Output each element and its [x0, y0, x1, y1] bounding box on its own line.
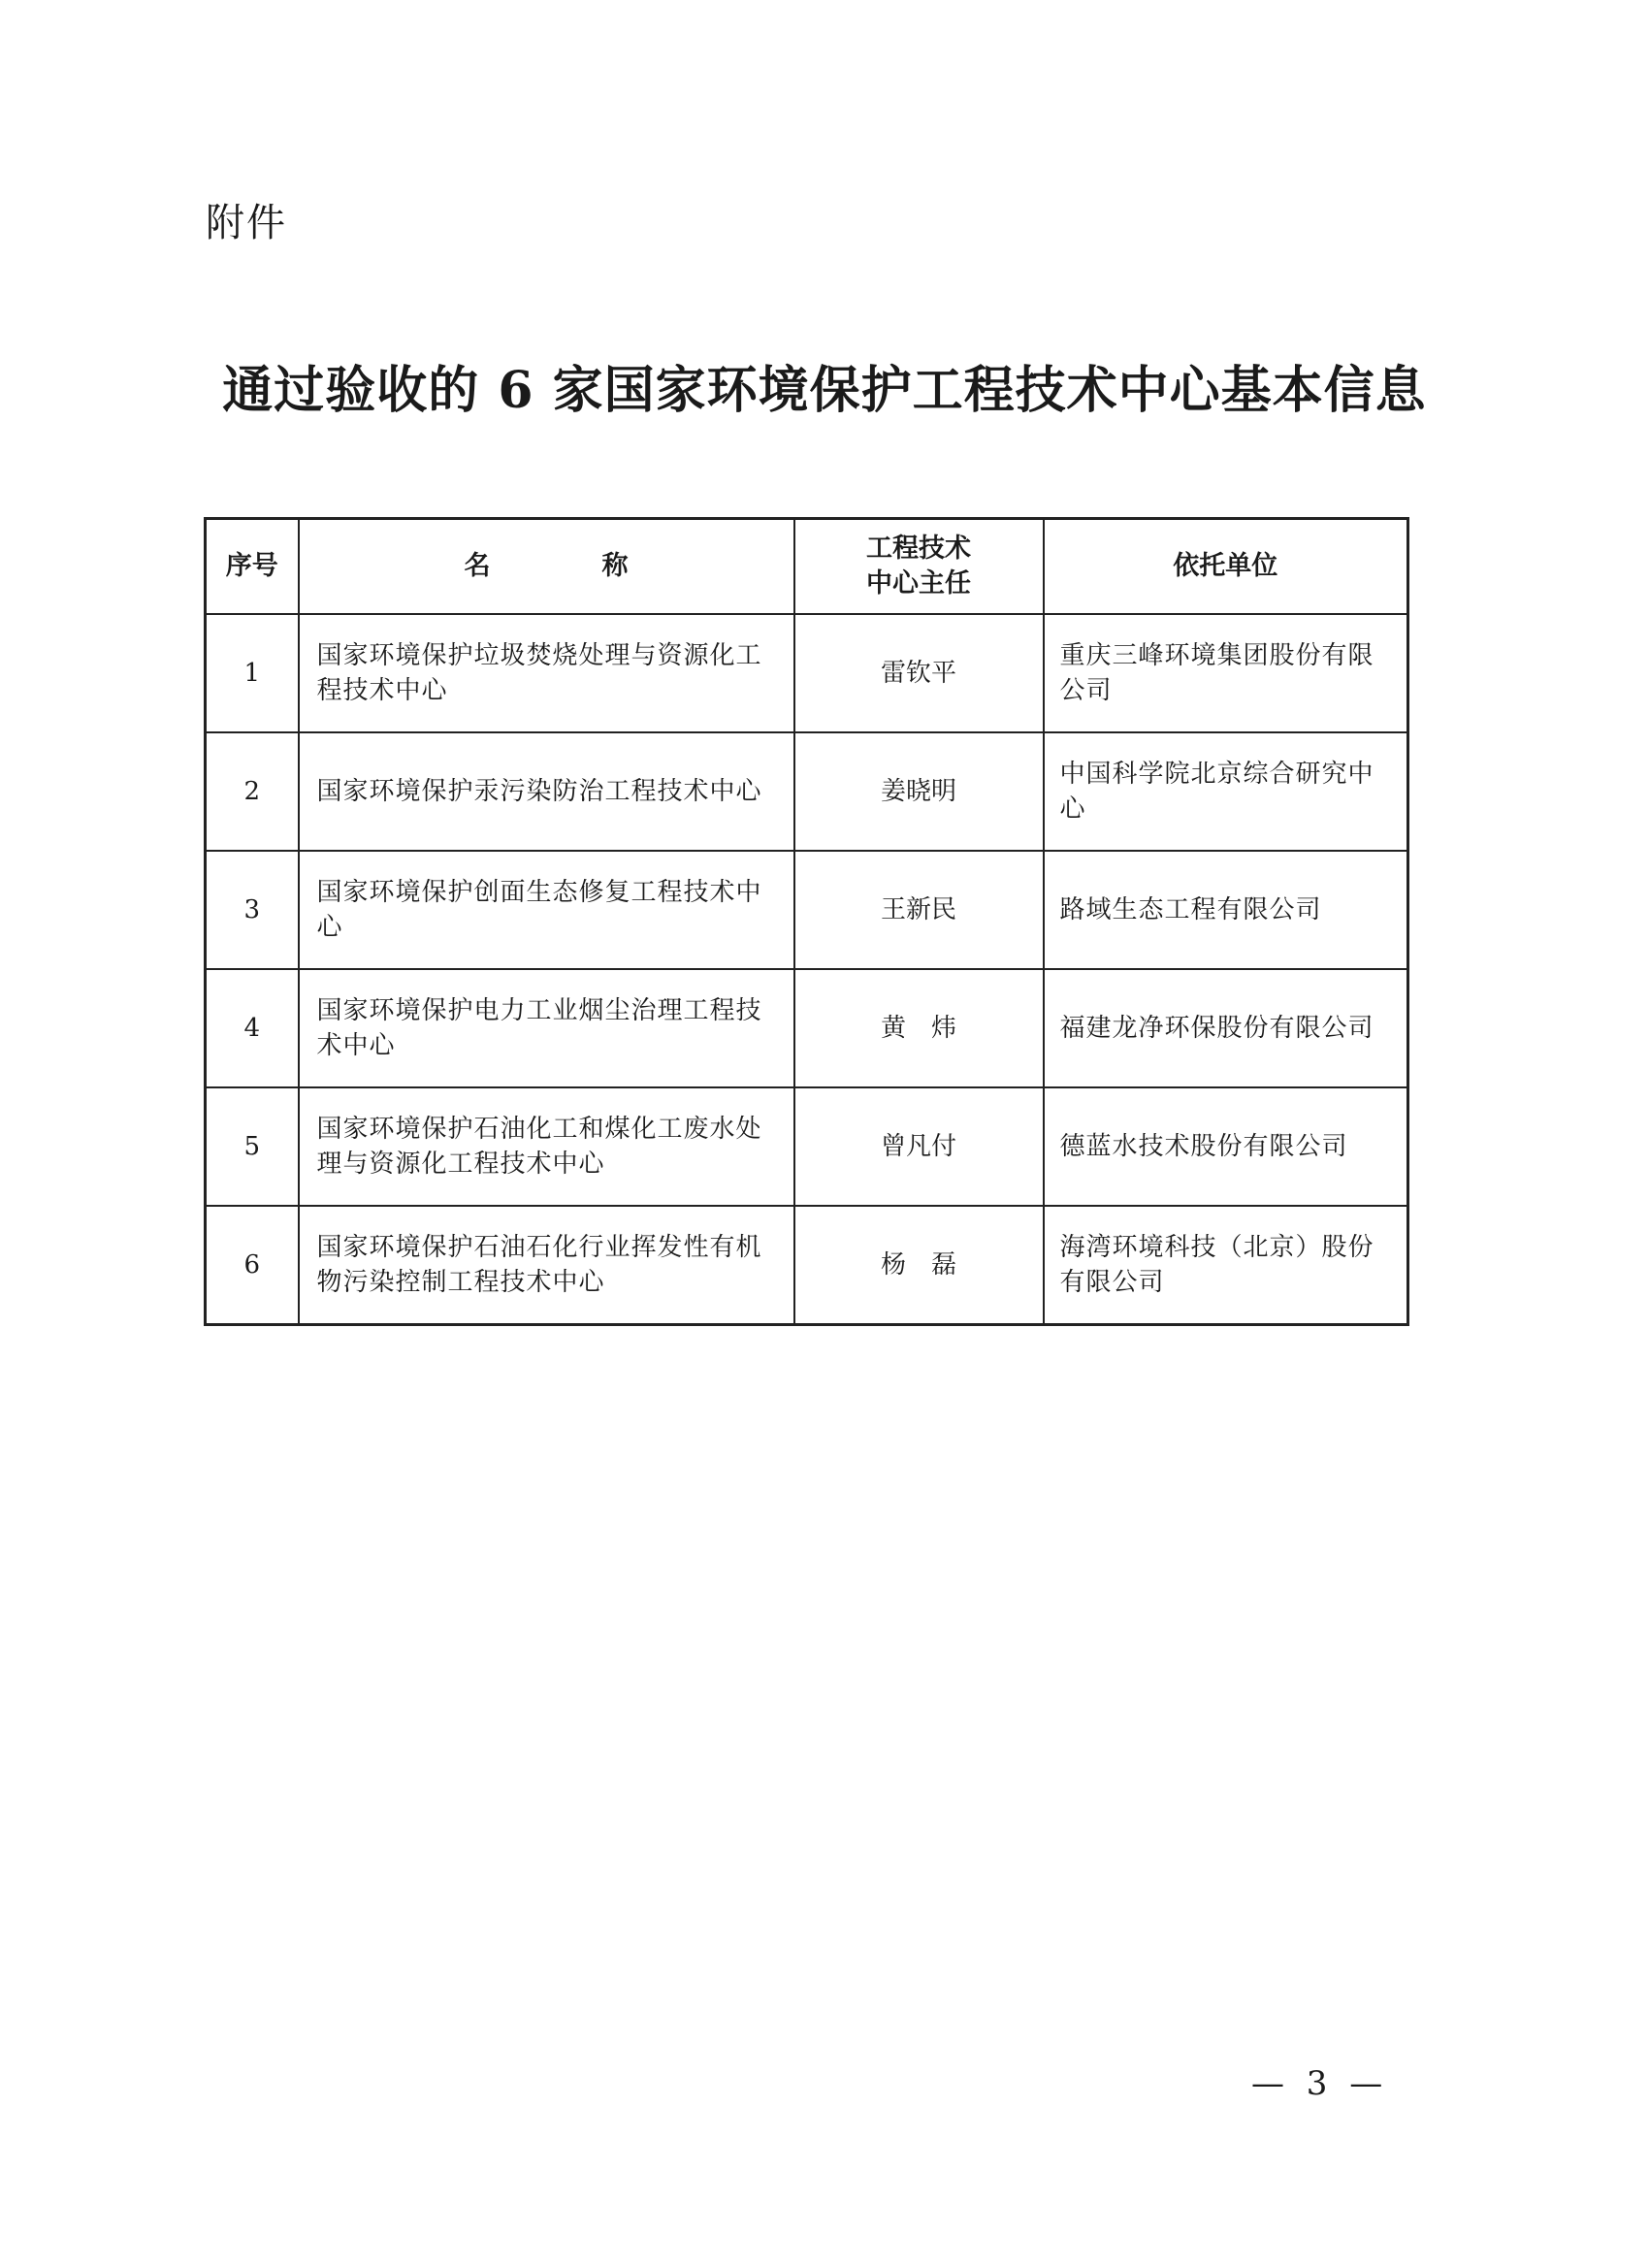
table-row: [206, 969, 1408, 1087]
row-index: 6: [206, 1206, 299, 1325]
table-header-row: [206, 519, 1408, 615]
row-director: 黄 炜: [794, 969, 1044, 1087]
table-row: [206, 851, 1408, 969]
row-name: 国家环境保护汞污染防治工程技术中心: [299, 732, 794, 851]
header-name: [299, 519, 794, 615]
header-director-line2: 中心主任: [866, 568, 971, 599]
table-row: [206, 1087, 1408, 1206]
row-index: 5: [206, 1087, 299, 1206]
row-org: 中国科学院北京综合研究中心: [1044, 732, 1408, 851]
header-director-line1: 工程技术: [866, 534, 971, 564]
table-row: [206, 1206, 1408, 1325]
document-title: 通过验收的 6 家国家环境保护工程技术中心基本信息: [222, 361, 1427, 420]
row-director: 雷钦平: [794, 614, 1044, 732]
centers-table: [204, 517, 1409, 1326]
row-index: 1: [206, 614, 299, 732]
table-row: [206, 732, 1408, 851]
row-name: 国家环境保护创面生态修复工程技术中心: [299, 851, 794, 969]
row-director: 曾凡付: [794, 1087, 1044, 1206]
row-index: 3: [206, 851, 299, 969]
row-director: 姜晓明: [794, 732, 1044, 851]
row-director: 王新民: [794, 851, 1044, 969]
header-index: 序号: [206, 519, 299, 615]
row-org: 重庆三峰环境集团股份有限公司: [1044, 614, 1408, 732]
row-index: 4: [206, 969, 299, 1087]
row-index: 2: [206, 732, 299, 851]
header-org: 依托单位: [1044, 519, 1408, 615]
row-org: 路域生态工程有限公司: [1044, 851, 1408, 969]
row-org: 德蓝水技术股份有限公司: [1044, 1087, 1408, 1206]
header-director: [794, 519, 1044, 615]
row-name: 国家环境保护电力工业烟尘治理工程技术中心: [299, 969, 794, 1087]
row-name: 国家环境保护垃圾焚烧处理与资源化工程技术中心: [299, 614, 794, 732]
row-org: 福建龙净环保股份有限公司: [1044, 969, 1408, 1087]
attachment-label: 附件: [206, 201, 287, 245]
row-director: 杨 磊: [794, 1206, 1044, 1325]
header-name-text: 名 称: [464, 551, 671, 581]
row-org: 海湾环境科技（北京）股份有限公司: [1044, 1206, 1408, 1325]
row-name: 国家环境保护石油化工和煤化工废水处理与资源化工程技术中心: [299, 1087, 794, 1206]
table-row: [206, 614, 1408, 732]
page-number: — 3 —: [1251, 2064, 1389, 2103]
row-name: 国家环境保护石油石化行业挥发性有机物污染控制工程技术中心: [299, 1206, 794, 1325]
